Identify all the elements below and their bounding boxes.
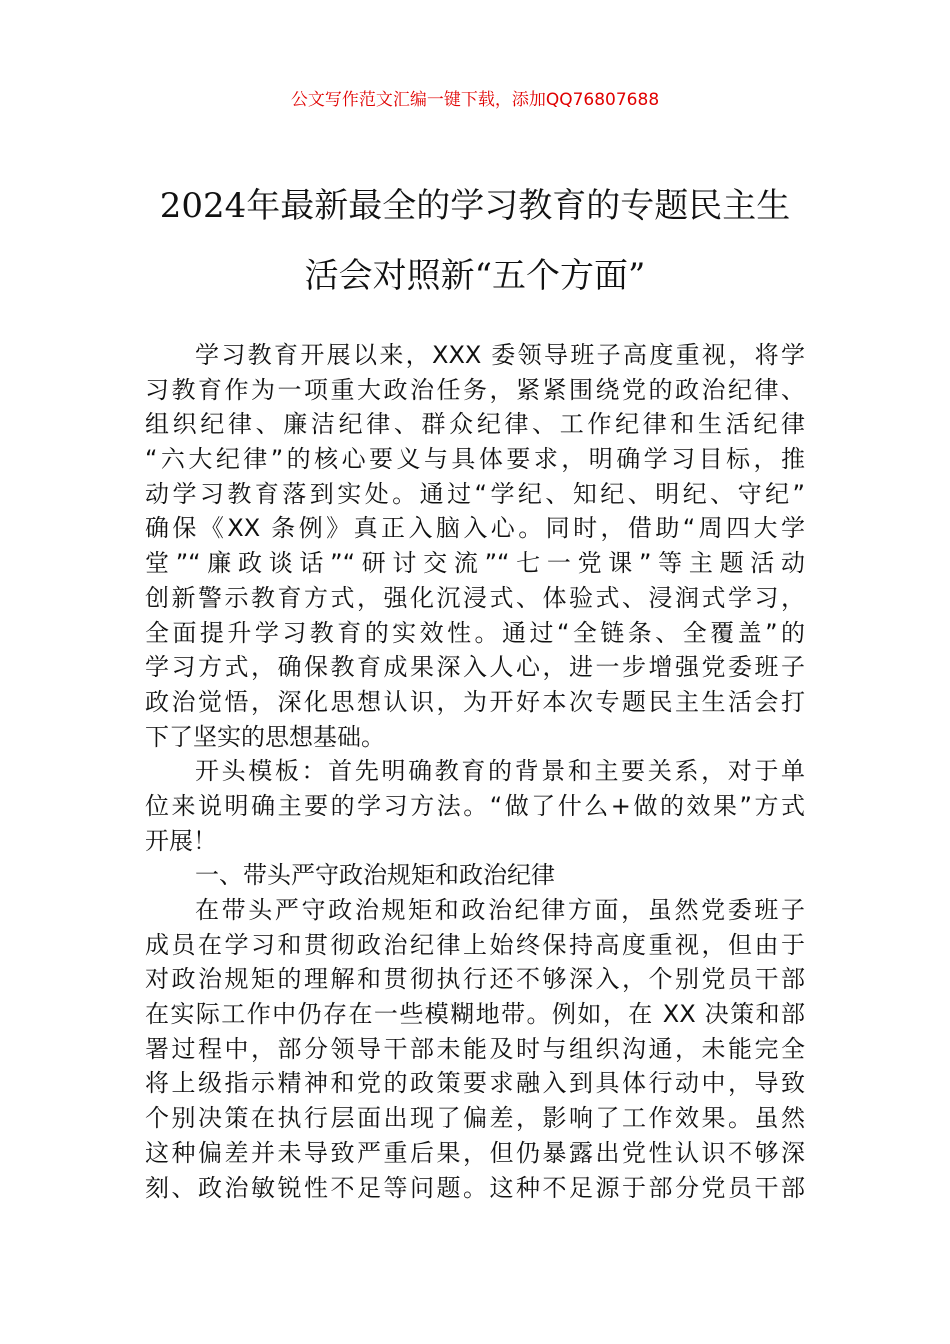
text-line: 政治觉悟，深化思想认识，为开好本次专题民主生活会打 [145,687,805,716]
text-line: 将上级指示精神和党的政策要求融入到具体行动中，导致 [145,1069,805,1098]
text-line: 堂”“廉政谈话”“研讨交流”“七一党课”等主题活动 [145,549,805,578]
text-line: 组织纪律、廉洁纪律、群众纪律、工作纪律和生活纪律 [145,410,805,439]
text-line: 这种偏差并未导致严重后果，但仍暴露出党性认识不够深 [145,1138,805,1167]
document-title-line-2: 活会对照新“五个方面” [304,256,646,296]
download-banner: 公文写作范文汇编一键下载，添加QQ76807688 [290,90,660,110]
text-line: 创新警示教育方式，强化沉浸式、体验式、浸润式学习， [145,583,805,612]
text-line: 位来说明确主要的学习方法。“做了什么+做的效果”方式 [145,791,805,820]
text-line: 对政治规矩的理解和贯彻执行还不够深入，个别党员干部 [145,965,805,994]
text-line: 全面提升学习教育的实效性。通过“全链条、全覆盖”的 [145,618,805,647]
text-line: 开展！ [145,826,217,855]
text-line: 署过程中，部分领导干部未能及时与组织沟通，未能完全 [145,1034,805,1063]
text-line: 个别决策在执行层面出现了偏差，影响了工作效果。虽然 [145,1104,805,1133]
text-line: 学习教育开展以来，XXX 委领导班子高度重视，将学 [195,341,805,369]
text-line: 开头模板：首先明确教育的背景和主要关系，对于单 [195,757,805,786]
text-line: 动学习教育落到实处。通过“学纪、知纪、明纪、守纪” [145,479,805,508]
text-line: 成员在学习和贯彻政治纪律上始终保持高度重视，但由于 [145,930,805,959]
text-line: 习教育作为一项重大政治任务，紧紧围绕党的政治纪律、 [145,375,805,404]
text-line: 学习方式，确保教育成果深入人心，进一步增强党委班子 [145,653,805,682]
text-line: 在实际工作中仍存在一些模糊地带。例如，在 XX 决策和部 [145,1000,805,1029]
document-title-line-1: 2024年最新最全的学习教育的专题民主生 [159,186,791,226]
text-line: 一、带头严守政治规矩和政治纪律 [195,861,555,890]
document-body [145,338,805,1205]
text-line: 在带头严守政治规矩和政治纪律方面，虽然党委班子 [195,896,805,924]
text-line: “六大纪律”的核心要义与具体要求，明确学习目标，推 [145,445,805,474]
text-line: 刻、政治敏锐性不足等问题。这种不足源于部分党员干部 [145,1173,805,1202]
text-line: 确保《XX 条例》真正入脑入心。同时，借助“周四大学 [145,514,805,543]
text-line: 下了坚实的思想基础。 [145,722,385,751]
